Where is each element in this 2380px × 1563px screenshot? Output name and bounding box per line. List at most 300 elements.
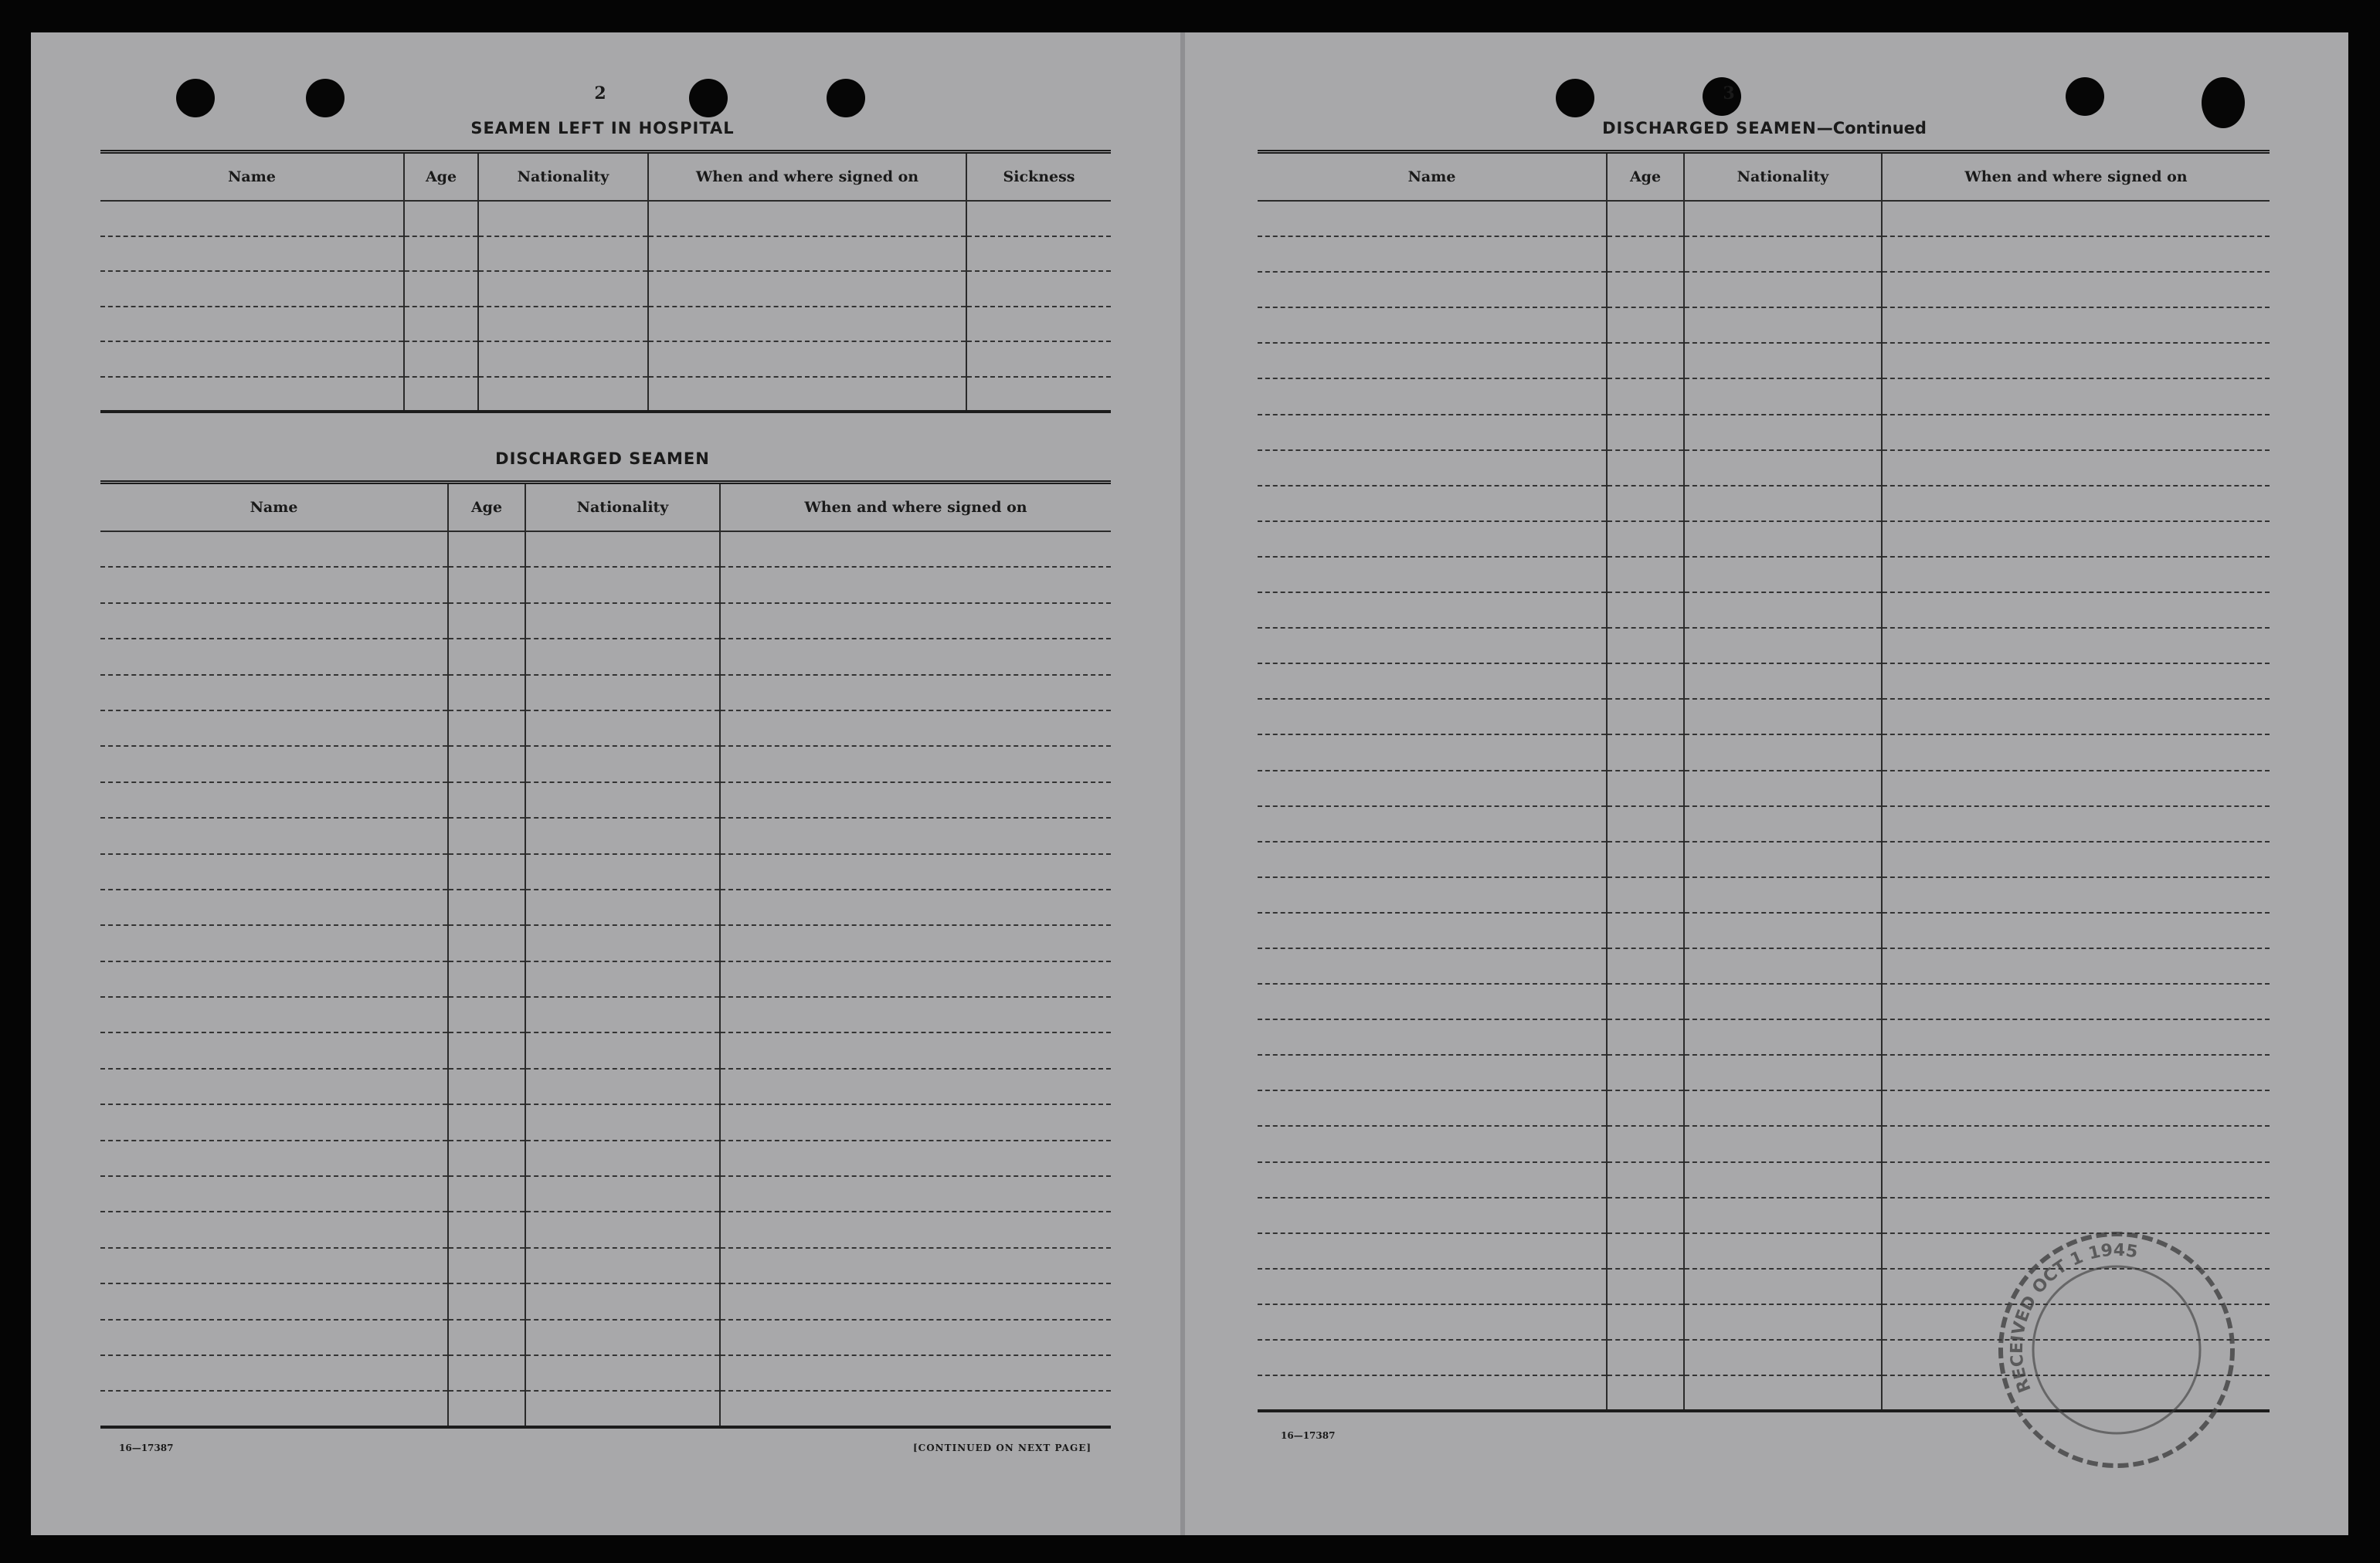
table-row xyxy=(100,710,1111,746)
table-cell xyxy=(448,603,525,639)
table-row xyxy=(100,271,1111,307)
table-row xyxy=(100,307,1111,342)
table-cell xyxy=(1684,450,1882,486)
table-row xyxy=(1258,771,2270,806)
table-cell xyxy=(1882,1126,2270,1161)
table-row xyxy=(100,890,1111,925)
table-cell xyxy=(100,1248,448,1283)
table-cell xyxy=(720,890,1111,925)
table-cell xyxy=(448,1141,525,1176)
svg-text:RECEIVED OCT 1 1945 xyxy=(1993,1226,2176,1396)
column-header-name: Name xyxy=(100,152,404,202)
table-row xyxy=(100,746,1111,782)
table-cell xyxy=(720,710,1111,746)
table-row xyxy=(1258,628,2270,663)
table-cell xyxy=(1684,734,1882,770)
table-cell xyxy=(100,271,404,307)
table-cell xyxy=(1607,1375,1684,1411)
table-row xyxy=(100,1391,1111,1426)
table-cell xyxy=(1607,1269,1684,1304)
table-cell xyxy=(100,341,404,377)
table-cell xyxy=(448,1212,525,1247)
table-cell xyxy=(1684,415,1882,450)
table-cell xyxy=(100,1141,448,1176)
column-header-nationality: Nationality xyxy=(1684,152,1882,202)
table-cell xyxy=(525,890,720,925)
table-row xyxy=(100,1176,1111,1212)
table-cell xyxy=(1258,842,1607,877)
table-row xyxy=(100,201,1111,236)
table-cell xyxy=(720,603,1111,639)
table-cell xyxy=(966,271,1111,307)
table-cell xyxy=(1684,1233,1882,1269)
column-header-signed-on: When and where signed on xyxy=(1882,152,2270,202)
table-cell xyxy=(1607,272,1684,307)
table-cell xyxy=(1882,201,2270,236)
table-row xyxy=(1258,663,2270,699)
table-cell xyxy=(525,1141,720,1176)
table-cell xyxy=(448,1320,525,1355)
page-number: 2 xyxy=(594,83,606,103)
table-cell xyxy=(1882,378,2270,414)
table-cell xyxy=(1258,486,1607,521)
table-row xyxy=(1258,450,2270,486)
table-cell xyxy=(525,639,720,674)
table-cell xyxy=(720,1069,1111,1104)
punch-hole xyxy=(2066,77,2104,116)
table-cell xyxy=(1684,378,1882,414)
table-cell xyxy=(1258,1233,1607,1269)
table-cell xyxy=(525,818,720,853)
table-row xyxy=(100,1104,1111,1140)
column-header-sickness: Sickness xyxy=(966,152,1111,202)
column-header-age: Age xyxy=(1607,152,1684,202)
table-cell xyxy=(1882,343,2270,378)
table-cell xyxy=(1607,913,1684,948)
table-cell xyxy=(1882,236,2270,272)
table-row xyxy=(1258,201,2270,236)
table-row xyxy=(1258,521,2270,557)
table-cell xyxy=(1607,415,1684,450)
table-row xyxy=(1258,1126,2270,1161)
table-cell xyxy=(648,307,966,342)
table-row xyxy=(100,675,1111,710)
table-cell xyxy=(404,341,478,377)
table-row xyxy=(1258,1055,2270,1090)
table-cell xyxy=(1607,877,1684,913)
table-cell xyxy=(1684,1340,1882,1375)
table-row xyxy=(1258,307,2270,343)
column-header-name: Name xyxy=(1258,152,1607,202)
table-cell xyxy=(1258,378,1607,414)
table-cell xyxy=(404,236,478,272)
table-cell xyxy=(1607,557,1684,592)
form-number: 16—17387 xyxy=(119,1443,174,1453)
table-cell xyxy=(1684,628,1882,663)
table-cell xyxy=(720,639,1111,674)
table-cell xyxy=(966,201,1111,236)
table-cell xyxy=(1684,1090,1882,1126)
table-cell xyxy=(448,531,525,567)
table-cell xyxy=(1258,1340,1607,1375)
table-cell xyxy=(1607,521,1684,557)
table-cell xyxy=(100,675,448,710)
table-cell xyxy=(478,271,648,307)
table-cell xyxy=(1258,734,1607,770)
table-row xyxy=(1258,378,2270,414)
table-cell xyxy=(525,746,720,782)
table-cell xyxy=(100,997,448,1032)
table-cell xyxy=(1882,877,2270,913)
discharged-continued-title: DISCHARGED SEAMEN—Continued xyxy=(1602,119,1927,137)
table-cell xyxy=(1684,842,1882,877)
table-cell xyxy=(1684,1126,1882,1161)
table-cell xyxy=(1258,771,1607,806)
table-cell xyxy=(1882,734,2270,770)
table-cell xyxy=(100,961,448,997)
table-cell xyxy=(720,854,1111,890)
discharged-section-title: DISCHARGED SEAMEN xyxy=(495,449,710,468)
table-cell xyxy=(1258,450,1607,486)
table-cell xyxy=(1882,842,2270,877)
table-cell xyxy=(478,236,648,272)
table-cell xyxy=(1607,378,1684,414)
table-cell xyxy=(100,307,404,342)
table-cell xyxy=(100,377,404,412)
table-cell xyxy=(1258,1198,1607,1233)
table-cell xyxy=(404,307,478,342)
table-cell xyxy=(448,1283,525,1319)
table-row xyxy=(1258,734,2270,770)
table-cell xyxy=(525,997,720,1032)
table-cell xyxy=(1882,1162,2270,1198)
table-cell xyxy=(1607,734,1684,770)
table-cell xyxy=(525,782,720,818)
table-cell xyxy=(1684,699,1882,734)
column-header-name: Name xyxy=(100,483,448,532)
punch-hole xyxy=(306,79,345,117)
table-cell xyxy=(720,782,1111,818)
table-cell xyxy=(720,1320,1111,1355)
table-cell xyxy=(1607,842,1684,877)
table-cell xyxy=(1684,201,1882,236)
table-cell xyxy=(720,1391,1111,1426)
table-cell xyxy=(1607,307,1684,343)
table-cell xyxy=(448,1391,525,1426)
table-cell xyxy=(720,1355,1111,1391)
discharged-table xyxy=(100,480,1111,1429)
punch-hole xyxy=(689,79,728,117)
table-cell xyxy=(720,531,1111,567)
table-cell xyxy=(1684,806,1882,842)
column-header-nationality: Nationality xyxy=(478,152,648,202)
table-cell xyxy=(1607,1304,1684,1340)
received-stamp xyxy=(1993,1226,2240,1473)
table-cell xyxy=(1684,771,1882,806)
page-number: 3 xyxy=(1723,83,1735,103)
table-cell xyxy=(1607,201,1684,236)
table-cell xyxy=(525,1212,720,1247)
table-cell xyxy=(720,567,1111,602)
table-cell xyxy=(1882,984,2270,1019)
column-header-signed-on: When and where signed on xyxy=(648,152,966,202)
table-cell xyxy=(525,925,720,961)
table-row xyxy=(1258,1090,2270,1126)
table-cell xyxy=(1258,201,1607,236)
table-cell xyxy=(1258,1055,1607,1090)
table-row xyxy=(1258,699,2270,734)
table-cell xyxy=(720,1176,1111,1212)
table-cell xyxy=(448,1104,525,1140)
table-cell xyxy=(1882,486,2270,521)
table-cell xyxy=(448,818,525,853)
table-cell xyxy=(1882,272,2270,307)
table-row xyxy=(100,1212,1111,1247)
table-cell xyxy=(100,1320,448,1355)
table-cell xyxy=(1607,948,1684,984)
table-cell xyxy=(100,236,404,272)
table-cell xyxy=(1882,1019,2270,1055)
table-cell xyxy=(100,854,448,890)
table-cell xyxy=(100,1176,448,1212)
table-cell xyxy=(100,567,448,602)
table-cell xyxy=(1882,913,2270,948)
table-cell xyxy=(1607,592,1684,628)
table-cell xyxy=(478,377,648,412)
table-cell xyxy=(1258,415,1607,450)
table-cell xyxy=(525,1283,720,1319)
table-row xyxy=(100,1283,1111,1319)
table-cell xyxy=(100,531,448,567)
table-cell xyxy=(1684,1055,1882,1090)
table-cell xyxy=(1882,415,2270,450)
table-cell xyxy=(1684,272,1882,307)
table-row xyxy=(1258,486,2270,521)
table-cell xyxy=(525,710,720,746)
table-row xyxy=(100,341,1111,377)
table-cell xyxy=(1607,1055,1684,1090)
stamp-text: RECEIVED OCT 1 1945 xyxy=(2007,1240,2140,1395)
table-cell xyxy=(1882,628,2270,663)
punch-hole xyxy=(1556,79,1594,117)
continued-note: [CONTINUED ON NEXT PAGE] xyxy=(913,1443,1092,1453)
table-cell xyxy=(1882,699,2270,734)
table-row xyxy=(1258,806,2270,842)
table-cell xyxy=(525,531,720,567)
table-cell xyxy=(525,961,720,997)
table-row xyxy=(1258,984,2270,1019)
table-cell xyxy=(100,1283,448,1319)
table-cell xyxy=(720,675,1111,710)
table-row xyxy=(1258,592,2270,628)
table-row xyxy=(100,1141,1111,1176)
table-cell xyxy=(720,925,1111,961)
table-row xyxy=(100,1248,1111,1283)
table-cell xyxy=(1882,806,2270,842)
table-cell xyxy=(448,961,525,997)
table-cell xyxy=(720,961,1111,997)
form-number: 16—17387 xyxy=(1281,1430,1336,1441)
table-cell xyxy=(720,1248,1111,1283)
table-cell xyxy=(525,1032,720,1068)
table-cell xyxy=(1258,806,1607,842)
table-row xyxy=(100,1320,1111,1355)
table-cell xyxy=(1684,592,1882,628)
table-row xyxy=(1258,842,2270,877)
table-cell xyxy=(1607,1340,1684,1375)
table-cell xyxy=(1882,521,2270,557)
table-cell xyxy=(448,746,525,782)
column-header-nationality: Nationality xyxy=(525,483,720,532)
table-cell xyxy=(1258,521,1607,557)
table-cell xyxy=(1882,557,2270,592)
table-cell xyxy=(525,854,720,890)
table-row xyxy=(1258,557,2270,592)
table-cell xyxy=(720,1283,1111,1319)
table-cell xyxy=(100,1212,448,1247)
table-cell xyxy=(100,818,448,853)
table-cell xyxy=(1882,450,2270,486)
table-cell xyxy=(1882,663,2270,699)
column-header-signed-on: When and where signed on xyxy=(720,483,1111,532)
table-cell xyxy=(448,1355,525,1391)
table-cell xyxy=(478,201,648,236)
table-cell xyxy=(720,997,1111,1032)
table-cell xyxy=(720,1032,1111,1068)
table-cell xyxy=(1258,877,1607,913)
table-cell xyxy=(1607,699,1684,734)
table-cell xyxy=(1684,1198,1882,1233)
table-cell xyxy=(1882,307,2270,343)
table-cell xyxy=(100,746,448,782)
table-cell xyxy=(1258,663,1607,699)
table-cell xyxy=(100,1032,448,1068)
table-cell xyxy=(100,925,448,961)
table-cell xyxy=(100,1104,448,1140)
table-row xyxy=(100,531,1111,567)
table-row xyxy=(1258,1162,2270,1198)
table-cell xyxy=(448,710,525,746)
table-row xyxy=(100,377,1111,412)
table-cell xyxy=(525,1355,720,1391)
table-cell xyxy=(1684,984,1882,1019)
table-cell xyxy=(1258,913,1607,948)
table-cell xyxy=(1684,1269,1882,1304)
table-cell xyxy=(1684,557,1882,592)
table-cell xyxy=(404,271,478,307)
table-row xyxy=(100,567,1111,602)
table-cell xyxy=(1258,1019,1607,1055)
table-cell xyxy=(448,1069,525,1104)
table-cell xyxy=(448,639,525,674)
table-cell xyxy=(1607,1126,1684,1161)
table-row xyxy=(1258,272,2270,307)
table-cell xyxy=(525,1176,720,1212)
table-cell xyxy=(1684,521,1882,557)
continued-suffix: —Continued xyxy=(1816,119,1927,137)
table-cell xyxy=(1607,806,1684,842)
table-cell xyxy=(525,1069,720,1104)
table-cell xyxy=(1258,1269,1607,1304)
table-cell xyxy=(1607,628,1684,663)
table-cell xyxy=(1607,236,1684,272)
hospital-section-title: SEAMEN LEFT IN HOSPITAL xyxy=(470,119,735,137)
table-cell xyxy=(1607,1198,1684,1233)
table-cell xyxy=(1607,771,1684,806)
table-row xyxy=(100,1069,1111,1104)
table-cell xyxy=(1607,1090,1684,1126)
table-cell xyxy=(1684,1304,1882,1340)
table-cell xyxy=(648,341,966,377)
table-cell xyxy=(1882,948,2270,984)
table-cell xyxy=(100,782,448,818)
table-cell xyxy=(448,997,525,1032)
column-header-age: Age xyxy=(404,152,478,202)
table-cell xyxy=(525,603,720,639)
left-page xyxy=(31,32,1180,1535)
table-cell xyxy=(448,1176,525,1212)
table-cell xyxy=(1684,877,1882,913)
table-cell xyxy=(1607,343,1684,378)
table-row xyxy=(100,925,1111,961)
table-cell xyxy=(720,1104,1111,1140)
table-row xyxy=(100,997,1111,1032)
table-cell xyxy=(448,1032,525,1068)
table-cell xyxy=(448,782,525,818)
table-cell xyxy=(966,307,1111,342)
table-cell xyxy=(100,201,404,236)
table-cell xyxy=(100,1391,448,1426)
table-row xyxy=(1258,948,2270,984)
table-row xyxy=(100,961,1111,997)
table-cell xyxy=(448,854,525,890)
table-cell xyxy=(525,1391,720,1426)
table-cell xyxy=(478,341,648,377)
table-cell xyxy=(1258,1375,1607,1411)
table-row xyxy=(1258,1019,2270,1055)
table-cell xyxy=(720,1141,1111,1176)
table-cell xyxy=(720,746,1111,782)
hospital-table xyxy=(100,150,1111,413)
table-cell xyxy=(1258,948,1607,984)
table-cell xyxy=(1258,592,1607,628)
table-row xyxy=(100,854,1111,890)
table-cell xyxy=(1258,1126,1607,1161)
table-row xyxy=(100,639,1111,674)
table-cell xyxy=(1258,307,1607,343)
table-cell xyxy=(404,201,478,236)
table-cell xyxy=(648,377,966,412)
table-cell xyxy=(1607,1019,1684,1055)
table-cell xyxy=(966,341,1111,377)
table-cell xyxy=(404,377,478,412)
table-row xyxy=(100,782,1111,818)
punch-hole xyxy=(176,79,215,117)
table-cell xyxy=(478,307,648,342)
table-row xyxy=(100,818,1111,853)
table-cell xyxy=(648,271,966,307)
table-cell xyxy=(1258,699,1607,734)
table-cell xyxy=(1882,1090,2270,1126)
table-cell xyxy=(100,1069,448,1104)
table-cell xyxy=(100,603,448,639)
table-row xyxy=(1258,236,2270,272)
table-cell xyxy=(100,639,448,674)
table-row xyxy=(1258,913,2270,948)
table-cell xyxy=(100,1355,448,1391)
table-cell xyxy=(648,201,966,236)
table-row xyxy=(100,603,1111,639)
